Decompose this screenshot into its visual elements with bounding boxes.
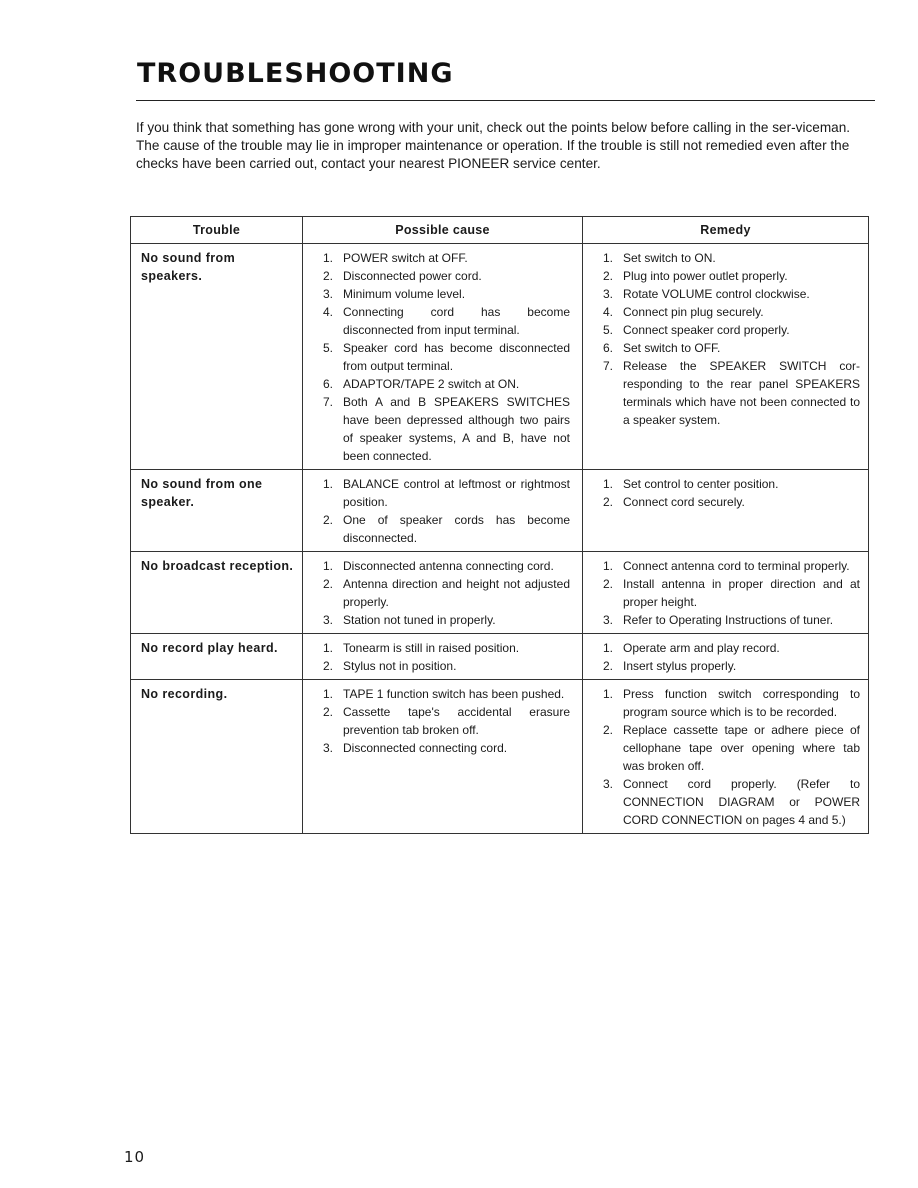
cause-cell: [303, 634, 583, 680]
cause-item: [313, 611, 574, 629]
remedy-cell: [583, 470, 869, 552]
remedy-item-text: Press function switch corresponding to program source which is to be recorded.: [623, 687, 860, 719]
remedy-item-number: 1.: [602, 477, 613, 491]
remedy-item-number: 1.: [602, 687, 613, 701]
remedy-cell: [583, 634, 869, 680]
remedy-item: [593, 321, 860, 339]
remedy-item-text: Set switch to OFF.: [623, 341, 721, 355]
header-trouble: Trouble: [131, 217, 303, 244]
remedy-item-number: 4.: [602, 305, 613, 319]
remedy-item-number: 3.: [602, 287, 613, 301]
remedy-item-number: 1.: [602, 641, 613, 655]
cause-item-text: BALANCE control at leftmost or rightmost position.: [343, 477, 570, 509]
remedy-item: [593, 475, 860, 493]
remedy-item: [593, 493, 860, 511]
cause-item-number: 6.: [322, 377, 333, 391]
remedy-item: [593, 249, 860, 267]
cause-item: [313, 657, 574, 675]
cause-item: [313, 393, 574, 465]
cause-item-number: 2.: [322, 513, 333, 527]
trouble-cell: No sound from one speaker.: [131, 470, 303, 552]
cause-item-number: 1.: [322, 559, 333, 573]
cause-item: [313, 703, 574, 739]
cause-item-number: 1.: [322, 641, 333, 655]
remedy-item-text: Connect cord securely.: [623, 495, 745, 509]
cause-item: [313, 249, 574, 267]
remedy-item-text: Connect pin plug securely.: [623, 305, 764, 319]
remedy-item-number: 3.: [602, 613, 613, 627]
remedy-item: [593, 285, 860, 303]
trouble-cell: No sound from speakers.: [131, 244, 303, 470]
cause-item-number: 1.: [322, 687, 333, 701]
cause-item-text: ADAPTOR/TAPE 2 switch at ON.: [343, 377, 520, 391]
table-body: [131, 244, 869, 834]
cause-item-text: Disconnected power cord.: [343, 269, 482, 283]
remedy-item: [593, 303, 860, 321]
trouble-cell: No recording.: [131, 680, 303, 834]
remedy-item: [593, 557, 860, 575]
cause-item-text: Connecting cord has become disconnected from input terminal.: [343, 305, 570, 337]
cause-item: [313, 511, 574, 547]
cause-cell: [303, 244, 583, 470]
remedy-item: [593, 575, 860, 611]
remedy-item-text: Rotate VOLUME control clockwise.: [623, 287, 810, 301]
remedy-cell: [583, 244, 869, 470]
cause-item-text: Tonearm is still in raised position.: [343, 641, 520, 655]
remedy-item-number: 2.: [602, 723, 613, 737]
remedy-item: [593, 339, 860, 357]
trouble-cell: No broadcast reception.: [131, 552, 303, 634]
remedy-item: [593, 639, 860, 657]
table-row: [131, 552, 869, 634]
cause-item-number: 3.: [322, 741, 333, 755]
table-row: [131, 244, 869, 470]
remedy-item-text: Set switch to ON.: [623, 251, 716, 265]
remedy-item: [593, 611, 860, 629]
remedy-item-number: 2.: [602, 577, 613, 591]
title-rule: [136, 100, 875, 101]
table-row: [131, 470, 869, 552]
remedy-item-text: Connect speaker cord properly.: [623, 323, 790, 337]
cause-item: [313, 267, 574, 285]
cause-item-number: 3.: [322, 287, 333, 301]
cause-item-text: POWER switch at OFF.: [343, 251, 468, 265]
page-number: 10: [124, 1148, 146, 1166]
cause-item-text: Cassette tape's accidental erasure prevention tab broken off.: [343, 705, 570, 737]
remedy-item-text: Set control to center position.: [623, 477, 779, 491]
troubleshooting-table: [130, 216, 869, 834]
header-remedy: Remedy: [583, 217, 869, 244]
remedy-item-text: Refer to Operating Instructions of tuner.: [623, 613, 834, 627]
remedy-item-text: Operate arm and play record.: [623, 641, 780, 655]
table-header-row: [131, 217, 869, 244]
cause-item: [313, 303, 574, 339]
cause-item: [313, 475, 574, 511]
cause-item: [313, 739, 574, 757]
cause-item-text: Both A and B SPEAKERS SWITCHES have been depressed although two pairs of speaker systems, A and B, have not been connected.: [343, 395, 570, 463]
remedy-item: [593, 775, 860, 829]
cause-item-text: One of speaker cords has become disconnected.: [343, 513, 570, 545]
intro-text: [136, 119, 866, 173]
cause-item: [313, 639, 574, 657]
cause-item-number: 1.: [322, 251, 333, 265]
cause-item-number: 7.: [322, 395, 333, 409]
cause-item-text: Antenna direction and height not adjusted properly.: [343, 577, 570, 609]
cause-item-text: Stylus not in position.: [343, 659, 457, 673]
cause-item-number: 2.: [322, 659, 333, 673]
cause-item-text: Station not tuned in properly.: [343, 613, 496, 627]
cause-item: [313, 685, 574, 703]
remedy-item-number: 3.: [602, 777, 613, 791]
remedy-item-text: Plug into power outlet properly.: [623, 269, 788, 283]
cause-item-number: 2.: [322, 577, 333, 591]
remedy-item-text: Release the SPEAKER SWITCH cor-responding to the rear panel SPEAKERS terminals which have not been connected to a speaker system.: [623, 359, 860, 427]
intro-paragraph-1: If you think that something has gone wrong with your unit, check out the points below before calling in the ser-viceman.: [136, 120, 851, 135]
remedy-item-number: 6.: [602, 341, 613, 355]
remedy-item: [593, 685, 860, 721]
cause-item-text: Speaker cord has become disconnected from output terminal.: [343, 341, 570, 373]
cause-item-number: 4.: [322, 305, 333, 319]
table-row: [131, 680, 869, 834]
remedy-cell: [583, 552, 869, 634]
remedy-item-number: 1.: [602, 251, 613, 265]
remedy-item-number: 7.: [602, 359, 613, 373]
cause-cell: [303, 680, 583, 834]
intro-paragraph-2: The cause of the trouble may lie in improper maintenance or operation. If the trouble is still not remedied even after the checks have been carried out, contact your nearest PIONEER service center.: [136, 138, 850, 171]
cause-item: [313, 285, 574, 303]
cause-item: [313, 557, 574, 575]
remedy-item-number: 1.: [602, 559, 613, 573]
remedy-item-number: 2.: [602, 495, 613, 509]
cause-item-text: TAPE 1 function switch has been pushed.: [343, 687, 565, 701]
remedy-item: [593, 357, 860, 429]
cause-item-text: Disconnected antenna connecting cord.: [343, 559, 554, 573]
remedy-item: [593, 267, 860, 285]
cause-cell: [303, 470, 583, 552]
cause-item-number: 2.: [322, 269, 333, 283]
cause-item-text: Minimum volume level.: [343, 287, 466, 301]
trouble-cell: No record play heard.: [131, 634, 303, 680]
cause-item: [313, 375, 574, 393]
remedy-cell: [583, 680, 869, 834]
cause-cell: [303, 552, 583, 634]
remedy-item-text: Connect cord properly. (Refer to CONNECTION DIAGRAM or POWER CORD CONNECTION on pages 4 and 5.): [623, 777, 860, 827]
remedy-item-text: Install antenna in proper direction and at proper height.: [623, 577, 860, 609]
remedy-item: [593, 657, 860, 675]
remedy-item-number: 2.: [602, 659, 613, 673]
table-row: [131, 634, 869, 680]
cause-item-number: 1.: [322, 477, 333, 491]
cause-item-number: 3.: [322, 613, 333, 627]
header-possible-cause: Possible cause: [303, 217, 583, 244]
cause-item: [313, 575, 574, 611]
remedy-item-text: Replace cassette tape or adhere piece of cellophane tape over opening where tab was broken off.: [623, 723, 860, 773]
remedy-item-number: 5.: [602, 323, 613, 337]
remedy-item-text: Connect antenna cord to terminal properly.: [623, 559, 850, 573]
remedy-item: [593, 721, 860, 775]
remedy-item-number: 2.: [602, 269, 613, 283]
cause-item-number: 2.: [322, 705, 333, 719]
page-title: TROUBLESHOOTING: [137, 58, 454, 89]
remedy-item-text: Insert stylus properly.: [623, 659, 737, 673]
cause-item-text: Disconnected connecting cord.: [343, 741, 508, 755]
cause-item-number: 5.: [322, 341, 333, 355]
cause-item: [313, 339, 574, 375]
